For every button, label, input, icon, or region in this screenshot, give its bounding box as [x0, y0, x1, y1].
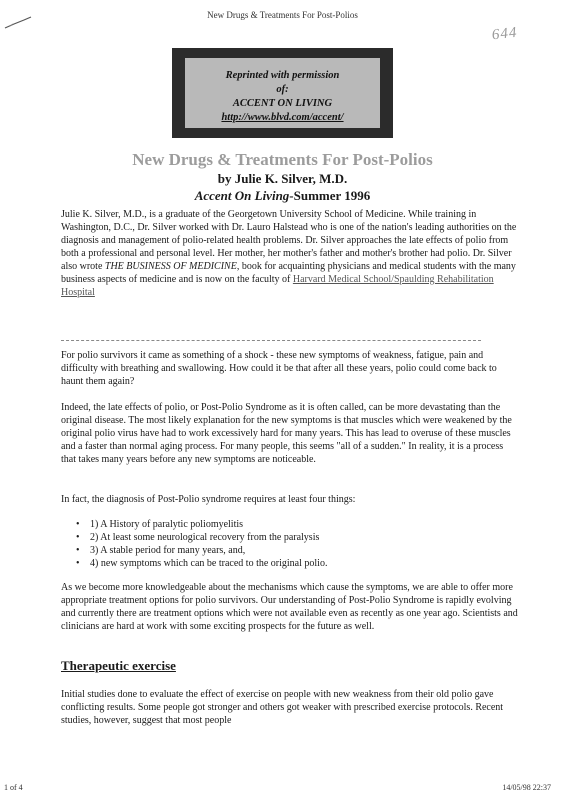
author-bio [61, 208, 519, 299]
title-block [0, 150, 565, 204]
reprint-line-3: ACCENT ON LIVING [232, 98, 333, 109]
pen-mark-icon [4, 16, 32, 30]
intro-paragraph: For polio survivors it came as something of a shock - these new symptoms of weakness, fatigue, pain and difficulty with breathing and swallowing. How could it be that after all these years, polio could come back to haunt them again? [61, 350, 497, 387]
page-count: 1 of 4 [4, 783, 23, 792]
bio-book-title: THE BUSINESS OF MEDICINE [104, 261, 237, 272]
diagnosis-intro-paragraph: In fact, the diagnosis of Post-Polio syndrome requires at least four things: [61, 494, 356, 505]
list-item: • 1) A History of paralytic poliomyelitis [76, 518, 496, 531]
affiliation-link[interactable]: Harvard Medical School/Spaulding Rehabilitation Hospital [61, 274, 494, 298]
document-source [0, 187, 565, 204]
section-divider [61, 340, 481, 341]
publication-name: Accent On Living [194, 188, 290, 203]
list-item: • 3) A stable period for many years, and, [76, 544, 496, 557]
diagnosis-criteria-list [76, 518, 496, 570]
document-title: New Drugs & Treatments For Post-Polios [132, 150, 433, 169]
list-item: • 2) At least some neurological recovery from the paralysis [76, 531, 496, 544]
exercise-paragraph: Initial studies done to evaluate the effect of exercise on people with new weakness from their old polio gave conflicting results. Some people got stronger and others got weaker with prescribed exercise protocols. Recent studies, however, suggest that most people [61, 689, 504, 726]
explanation-paragraph: Indeed, the late effects of polio, or Post-Polio Syndrome as it is often called, can be more devastating than the original disease. The most likely explanation for the new symptoms is that muscles which were weakened by the original polio virus have had to work excessively hard for many years. This has lead to overuse of these muscles and a faster than normal aging process. For many people, this seems "all of a sudden." In reality, it is a process that takes many years before any new symptoms are noticeable. [61, 402, 512, 465]
print-timestamp: 14/05/98 22:37 [502, 783, 551, 792]
page-header: New Drugs & Treatments For Post-Polios [207, 10, 358, 20]
section-heading-therapeutic-exercise: Therapeutic exercise [61, 658, 176, 673]
reprint-line-2: of: [276, 84, 289, 95]
bio-text-1: Julie K. Silver, M.D., is a graduate of the Georgetown University School of Medicine. While training in Washington, D.C., Dr. Silver worked with Dr. Lauro Halstead who is one of the nation's leading authorities on the diagnosis and management of polio-related health problems. Dr. Silver approaches the late effects of polio from both a professional and personal level. Her mother, her mother's father and mother's brother had polio. Dr. Silver also wrote [61, 209, 517, 272]
list-item: • 4) new symptoms which can be traced to the original polio. [76, 557, 496, 570]
reprint-url-link[interactable]: http://www.blvd.com/accent/ [221, 112, 344, 123]
document-byline: by Julie K. Silver, M.D. [217, 171, 348, 186]
reprint-permission-box [172, 48, 393, 138]
reprint-line-1: Reprinted with permission [225, 70, 340, 81]
publication-date: -Summer 1996 [289, 188, 371, 203]
bio-text-2: , book for acquainting physicians and medical students with the many business aspects of medicine and is now on the faculty of [61, 261, 516, 285]
treatment-options-paragraph: As we become more knowledgeable about the mechanisms which cause the symptoms, we are able to offer more appropriate treatment options for polio survivors. Our understanding of Post-Polio Syndrome is rapidly evolving and currently there are treatment options which were not available even as recently as one year ago. Scientists and clinicians are hard at work with some exciting prospects for the future as well. [61, 582, 518, 632]
reprint-permission-inner [185, 58, 380, 128]
handwritten-page-number: 644 [490, 24, 518, 44]
